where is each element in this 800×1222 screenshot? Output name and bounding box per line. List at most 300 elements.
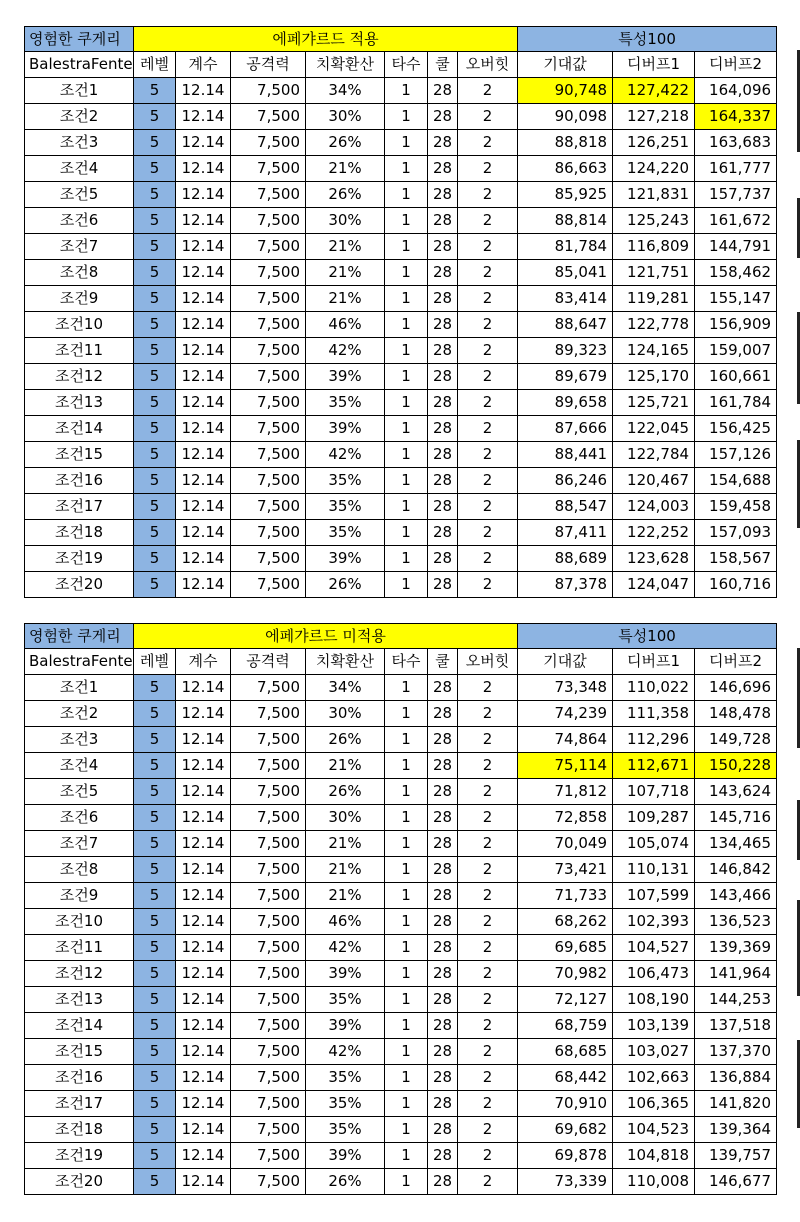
- hits-cell: 1: [385, 831, 428, 857]
- level-cell: 5: [134, 546, 176, 572]
- col-header-debuff2: 디버프2: [695, 649, 777, 675]
- debuff1-cell: 125,170: [613, 364, 695, 390]
- expected-value-cell: 90,098: [518, 104, 613, 130]
- overheat-cell: 2: [458, 1065, 518, 1091]
- debuff1-cell: 127,422: [613, 78, 695, 104]
- overheat-cell: 2: [458, 234, 518, 260]
- expected-value-cell: 87,411: [518, 520, 613, 546]
- condition-label: 조건10: [25, 909, 134, 935]
- overheat-cell: 2: [458, 987, 518, 1013]
- debuff2-cell: 144,253: [695, 987, 777, 1013]
- expected-value-cell: 71,812: [518, 779, 613, 805]
- coefficient-cell: 12.14: [176, 1039, 231, 1065]
- col-header-level: 레벨: [134, 649, 176, 675]
- hits-cell: 1: [385, 909, 428, 935]
- debuff2-cell: 160,661: [695, 364, 777, 390]
- condition-label: 조건11: [25, 935, 134, 961]
- column-header-row: [25, 649, 777, 675]
- debuff2-cell: 143,624: [695, 779, 777, 805]
- debuff2-cell: 161,777: [695, 156, 777, 182]
- table-row: [25, 1039, 777, 1065]
- debuff2-cell: 158,567: [695, 546, 777, 572]
- overheat-cell: 2: [458, 1169, 518, 1195]
- debuff1-cell: 106,365: [613, 1091, 695, 1117]
- coefficient-cell: 12.14: [176, 1117, 231, 1143]
- debuff2-cell: 139,364: [695, 1117, 777, 1143]
- debuff1-cell: 110,022: [613, 675, 695, 701]
- table-row: [25, 312, 777, 338]
- coefficient-cell: 12.14: [176, 1091, 231, 1117]
- cooldown-cell: 28: [428, 234, 458, 260]
- cooldown-cell: 28: [428, 104, 458, 130]
- col-header-crit-conversion: 치확환산: [306, 649, 385, 675]
- hits-cell: 1: [385, 1065, 428, 1091]
- cooldown-cell: 28: [428, 546, 458, 572]
- table-row: [25, 572, 777, 598]
- coefficient-cell: 12.14: [176, 338, 231, 364]
- condition-label: 조건20: [25, 1169, 134, 1195]
- debuff2-cell: 160,716: [695, 572, 777, 598]
- coefficient-cell: 12.14: [176, 1013, 231, 1039]
- debuff1-cell: 104,523: [613, 1117, 695, 1143]
- expected-value-cell: 88,689: [518, 546, 613, 572]
- debuff1-cell: 122,045: [613, 416, 695, 442]
- coefficient-cell: 12.14: [176, 935, 231, 961]
- table-row: [25, 1091, 777, 1117]
- hits-cell: 1: [385, 857, 428, 883]
- debuff1-cell: 112,296: [613, 727, 695, 753]
- level-cell: 5: [134, 156, 176, 182]
- cooldown-cell: 28: [428, 675, 458, 701]
- debuff1-cell: 112,671: [613, 753, 695, 779]
- debuff1-cell: 127,218: [613, 104, 695, 130]
- crit-cell: 21%: [306, 234, 385, 260]
- col-header-skill: BalestraFente: [25, 649, 134, 675]
- debuff2-cell: 141,820: [695, 1091, 777, 1117]
- table-row: [25, 1143, 777, 1169]
- table-row: [25, 468, 777, 494]
- coefficient-cell: 12.14: [176, 234, 231, 260]
- attack-cell: 7,500: [231, 78, 306, 104]
- overheat-cell: 2: [458, 1091, 518, 1117]
- level-cell: 5: [134, 286, 176, 312]
- attack-cell: 7,500: [231, 987, 306, 1013]
- overheat-cell: 2: [458, 208, 518, 234]
- table-row: [25, 857, 777, 883]
- crit-cell: 39%: [306, 961, 385, 987]
- attack-cell: 7,500: [231, 494, 306, 520]
- condition-label: 조건19: [25, 546, 134, 572]
- level-cell: 5: [134, 1091, 176, 1117]
- cooldown-cell: 28: [428, 779, 458, 805]
- coefficient-cell: 12.14: [176, 78, 231, 104]
- hits-cell: 1: [385, 805, 428, 831]
- debuff2-cell: 148,478: [695, 701, 777, 727]
- debuff1-cell: 107,718: [613, 779, 695, 805]
- hits-cell: 1: [385, 520, 428, 546]
- level-cell: 5: [134, 208, 176, 234]
- overheat-cell: 2: [458, 78, 518, 104]
- hits-cell: 1: [385, 701, 428, 727]
- table-row: [25, 909, 777, 935]
- coefficient-cell: 12.14: [176, 182, 231, 208]
- table-row: [25, 260, 777, 286]
- expected-value-cell: 88,647: [518, 312, 613, 338]
- coefficient-cell: 12.14: [176, 156, 231, 182]
- level-cell: 5: [134, 182, 176, 208]
- crit-cell: 21%: [306, 286, 385, 312]
- coefficient-cell: 12.14: [176, 416, 231, 442]
- table-row: [25, 520, 777, 546]
- debuff1-cell: 110,131: [613, 857, 695, 883]
- level-cell: 5: [134, 520, 176, 546]
- coefficient-cell: 12.14: [176, 520, 231, 546]
- attack-cell: 7,500: [231, 442, 306, 468]
- level-cell: 5: [134, 130, 176, 156]
- condition-label: 조건6: [25, 208, 134, 234]
- table-row: [25, 442, 777, 468]
- table-row: [25, 286, 777, 312]
- overheat-cell: 2: [458, 753, 518, 779]
- cooldown-cell: 28: [428, 987, 458, 1013]
- level-cell: 5: [134, 234, 176, 260]
- col-header-expected: 기대값: [518, 649, 613, 675]
- section-header-row: [25, 624, 777, 649]
- crit-cell: 39%: [306, 1013, 385, 1039]
- level-cell: 5: [134, 416, 176, 442]
- overheat-cell: 2: [458, 701, 518, 727]
- debuff2-cell: 159,458: [695, 494, 777, 520]
- condition-label: 조건5: [25, 182, 134, 208]
- debuff2-cell: 156,909: [695, 312, 777, 338]
- level-cell: 5: [134, 442, 176, 468]
- attack-cell: 7,500: [231, 364, 306, 390]
- cooldown-cell: 28: [428, 1117, 458, 1143]
- expected-value-cell: 88,547: [518, 494, 613, 520]
- condition-label: 조건9: [25, 883, 134, 909]
- condition-label: 조건17: [25, 494, 134, 520]
- attack-cell: 7,500: [231, 961, 306, 987]
- hits-cell: 1: [385, 935, 428, 961]
- expected-value-cell: 73,339: [518, 1169, 613, 1195]
- expected-value-cell: 85,041: [518, 260, 613, 286]
- coefficient-cell: 12.14: [176, 779, 231, 805]
- condition-label: 조건8: [25, 260, 134, 286]
- debuff1-cell: 119,281: [613, 286, 695, 312]
- level-cell: 5: [134, 1039, 176, 1065]
- coefficient-cell: 12.14: [176, 1143, 231, 1169]
- overheat-cell: 2: [458, 727, 518, 753]
- cooldown-cell: 28: [428, 338, 458, 364]
- expected-value-cell: 89,323: [518, 338, 613, 364]
- table-row: [25, 104, 777, 130]
- table-row: [25, 1169, 777, 1195]
- hits-cell: 1: [385, 104, 428, 130]
- cooldown-cell: 28: [428, 494, 458, 520]
- coefficient-cell: 12.14: [176, 208, 231, 234]
- overheat-cell: 2: [458, 1117, 518, 1143]
- table-without-epegard: [24, 623, 777, 1195]
- hits-cell: 1: [385, 546, 428, 572]
- hits-cell: 1: [385, 390, 428, 416]
- level-cell: 5: [134, 390, 176, 416]
- debuff2-cell: 145,716: [695, 805, 777, 831]
- cooldown-cell: 28: [428, 1013, 458, 1039]
- attack-cell: 7,500: [231, 1117, 306, 1143]
- debuff2-cell: 164,096: [695, 78, 777, 104]
- coefficient-cell: 12.14: [176, 675, 231, 701]
- debuff1-cell: 109,287: [613, 805, 695, 831]
- hits-cell: 1: [385, 1013, 428, 1039]
- col-header-expected: 기대값: [518, 52, 613, 78]
- debuff2-cell: 144,791: [695, 234, 777, 260]
- condition-label: 조건4: [25, 156, 134, 182]
- section-header-row: [25, 27, 777, 52]
- table-row: [25, 779, 777, 805]
- debuff1-cell: 103,027: [613, 1039, 695, 1065]
- debuff1-cell: 125,243: [613, 208, 695, 234]
- crit-cell: 39%: [306, 364, 385, 390]
- expected-value-cell: 88,818: [518, 130, 613, 156]
- overheat-cell: 2: [458, 1013, 518, 1039]
- trait-title: 특성100: [518, 624, 777, 649]
- cooldown-cell: 28: [428, 208, 458, 234]
- attack-cell: 7,500: [231, 468, 306, 494]
- level-cell: 5: [134, 338, 176, 364]
- table-row: [25, 675, 777, 701]
- hits-cell: 1: [385, 1091, 428, 1117]
- coefficient-cell: 12.14: [176, 753, 231, 779]
- crit-cell: 26%: [306, 572, 385, 598]
- level-cell: 5: [134, 1117, 176, 1143]
- cooldown-cell: 28: [428, 1143, 458, 1169]
- crit-cell: 42%: [306, 338, 385, 364]
- coefficient-cell: 12.14: [176, 909, 231, 935]
- crit-cell: 39%: [306, 416, 385, 442]
- level-cell: 5: [134, 78, 176, 104]
- col-header-debuff2: 디버프2: [695, 52, 777, 78]
- debuff1-cell: 120,467: [613, 468, 695, 494]
- attack-cell: 7,500: [231, 1013, 306, 1039]
- overheat-cell: 2: [458, 909, 518, 935]
- hits-cell: 1: [385, 234, 428, 260]
- expected-value-cell: 69,878: [518, 1143, 613, 1169]
- level-cell: 5: [134, 104, 176, 130]
- attack-cell: 7,500: [231, 1169, 306, 1195]
- hits-cell: 1: [385, 78, 428, 104]
- cooldown-cell: 28: [428, 572, 458, 598]
- debuff2-cell: 164,337: [695, 104, 777, 130]
- col-header-debuff1: 디버프1: [613, 52, 695, 78]
- debuff2-cell: 161,672: [695, 208, 777, 234]
- crit-cell: 39%: [306, 546, 385, 572]
- debuff1-cell: 124,047: [613, 572, 695, 598]
- debuff1-cell: 122,784: [613, 442, 695, 468]
- expected-value-cell: 69,685: [518, 935, 613, 961]
- cooldown-cell: 28: [428, 442, 458, 468]
- crit-cell: 30%: [306, 208, 385, 234]
- overheat-cell: 2: [458, 156, 518, 182]
- debuff1-cell: 102,393: [613, 909, 695, 935]
- expected-value-cell: 69,682: [518, 1117, 613, 1143]
- debuff2-cell: 139,369: [695, 935, 777, 961]
- crit-cell: 35%: [306, 987, 385, 1013]
- coefficient-cell: 12.14: [176, 857, 231, 883]
- attack-cell: 7,500: [231, 1143, 306, 1169]
- level-cell: 5: [134, 961, 176, 987]
- overheat-cell: 2: [458, 104, 518, 130]
- overheat-cell: 2: [458, 883, 518, 909]
- condition-label: 조건8: [25, 857, 134, 883]
- overheat-cell: 2: [458, 1143, 518, 1169]
- level-cell: 5: [134, 831, 176, 857]
- cooldown-cell: 28: [428, 416, 458, 442]
- table-row: [25, 208, 777, 234]
- overheat-cell: 2: [458, 260, 518, 286]
- attack-cell: 7,500: [231, 805, 306, 831]
- table-row: [25, 494, 777, 520]
- debuff1-cell: 123,628: [613, 546, 695, 572]
- debuff2-cell: 136,884: [695, 1065, 777, 1091]
- expected-value-cell: 72,127: [518, 987, 613, 1013]
- coefficient-cell: 12.14: [176, 1065, 231, 1091]
- expected-value-cell: 74,864: [518, 727, 613, 753]
- debuff1-cell: 103,139: [613, 1013, 695, 1039]
- cooldown-cell: 28: [428, 857, 458, 883]
- col-header-attack: 공격력: [231, 649, 306, 675]
- coefficient-cell: 12.14: [176, 727, 231, 753]
- debuff1-cell: 122,778: [613, 312, 695, 338]
- table-row: [25, 753, 777, 779]
- overheat-cell: 2: [458, 675, 518, 701]
- overheat-cell: 2: [458, 442, 518, 468]
- expected-value-cell: 87,378: [518, 572, 613, 598]
- expected-value-cell: 86,663: [518, 156, 613, 182]
- hits-cell: 1: [385, 1143, 428, 1169]
- level-cell: 5: [134, 805, 176, 831]
- expected-value-cell: 81,784: [518, 234, 613, 260]
- condition-label: 조건12: [25, 961, 134, 987]
- attack-cell: 7,500: [231, 831, 306, 857]
- col-header-coefficient: 계수: [176, 52, 231, 78]
- level-cell: 5: [134, 727, 176, 753]
- crit-cell: 26%: [306, 779, 385, 805]
- col-header-skill: BalestraFente: [25, 52, 134, 78]
- debuff2-cell: 141,964: [695, 961, 777, 987]
- cooldown-cell: 28: [428, 883, 458, 909]
- condition-label: 조건4: [25, 753, 134, 779]
- attack-cell: 7,500: [231, 416, 306, 442]
- section-title: 에페갸르드 미적용: [134, 624, 518, 649]
- debuff2-cell: 149,728: [695, 727, 777, 753]
- crit-cell: 30%: [306, 104, 385, 130]
- cooldown-cell: 28: [428, 156, 458, 182]
- attack-cell: 7,500: [231, 286, 306, 312]
- attack-cell: 7,500: [231, 857, 306, 883]
- table-row: [25, 338, 777, 364]
- table-row: [25, 1065, 777, 1091]
- cooldown-cell: 28: [428, 78, 458, 104]
- col-header-overheat: 오버힛: [458, 52, 518, 78]
- hits-cell: 1: [385, 364, 428, 390]
- coefficient-cell: 12.14: [176, 286, 231, 312]
- hits-cell: 1: [385, 883, 428, 909]
- overheat-cell: 2: [458, 520, 518, 546]
- cooldown-cell: 28: [428, 727, 458, 753]
- attack-cell: 7,500: [231, 208, 306, 234]
- debuff1-cell: 110,008: [613, 1169, 695, 1195]
- cooldown-cell: 28: [428, 312, 458, 338]
- condition-label: 조건9: [25, 286, 134, 312]
- attack-cell: 7,500: [231, 909, 306, 935]
- debuff1-cell: 124,165: [613, 338, 695, 364]
- coefficient-cell: 12.14: [176, 805, 231, 831]
- table-with-epegard: [24, 26, 777, 598]
- condition-label: 조건5: [25, 779, 134, 805]
- debuff1-cell: 126,251: [613, 130, 695, 156]
- overheat-cell: 2: [458, 364, 518, 390]
- hits-cell: 1: [385, 156, 428, 182]
- crit-cell: 26%: [306, 1169, 385, 1195]
- crit-cell: 46%: [306, 909, 385, 935]
- table-row: [25, 390, 777, 416]
- cooldown-cell: 28: [428, 1091, 458, 1117]
- hits-cell: 1: [385, 675, 428, 701]
- level-cell: 5: [134, 935, 176, 961]
- attack-cell: 7,500: [231, 338, 306, 364]
- level-cell: 5: [134, 1013, 176, 1039]
- debuff2-cell: 150,228: [695, 753, 777, 779]
- attack-cell: 7,500: [231, 130, 306, 156]
- expected-value-cell: 87,666: [518, 416, 613, 442]
- expected-value-cell: 83,414: [518, 286, 613, 312]
- overheat-cell: 2: [458, 494, 518, 520]
- attack-cell: 7,500: [231, 935, 306, 961]
- table-row: [25, 883, 777, 909]
- expected-value-cell: 70,910: [518, 1091, 613, 1117]
- attack-cell: 7,500: [231, 520, 306, 546]
- cooldown-cell: 28: [428, 1065, 458, 1091]
- expected-value-cell: 85,925: [518, 182, 613, 208]
- overheat-cell: 2: [458, 805, 518, 831]
- level-cell: 5: [134, 1143, 176, 1169]
- condition-label: 조건1: [25, 675, 134, 701]
- expected-value-cell: 68,442: [518, 1065, 613, 1091]
- crit-cell: 21%: [306, 260, 385, 286]
- table-row: [25, 78, 777, 104]
- crit-cell: 35%: [306, 390, 385, 416]
- debuff2-cell: 155,147: [695, 286, 777, 312]
- level-cell: 5: [134, 883, 176, 909]
- cooldown-cell: 28: [428, 1039, 458, 1065]
- expected-value-cell: 90,748: [518, 78, 613, 104]
- overheat-cell: 2: [458, 390, 518, 416]
- level-cell: 5: [134, 364, 176, 390]
- expected-value-cell: 88,441: [518, 442, 613, 468]
- level-cell: 5: [134, 779, 176, 805]
- attack-cell: 7,500: [231, 312, 306, 338]
- debuff2-cell: 159,007: [695, 338, 777, 364]
- table-row: [25, 416, 777, 442]
- table-row: [25, 961, 777, 987]
- hits-cell: 1: [385, 1039, 428, 1065]
- coefficient-cell: 12.14: [176, 260, 231, 286]
- table-row: [25, 805, 777, 831]
- table-row: [25, 987, 777, 1013]
- table-row: [25, 701, 777, 727]
- debuff2-cell: 154,688: [695, 468, 777, 494]
- level-cell: 5: [134, 494, 176, 520]
